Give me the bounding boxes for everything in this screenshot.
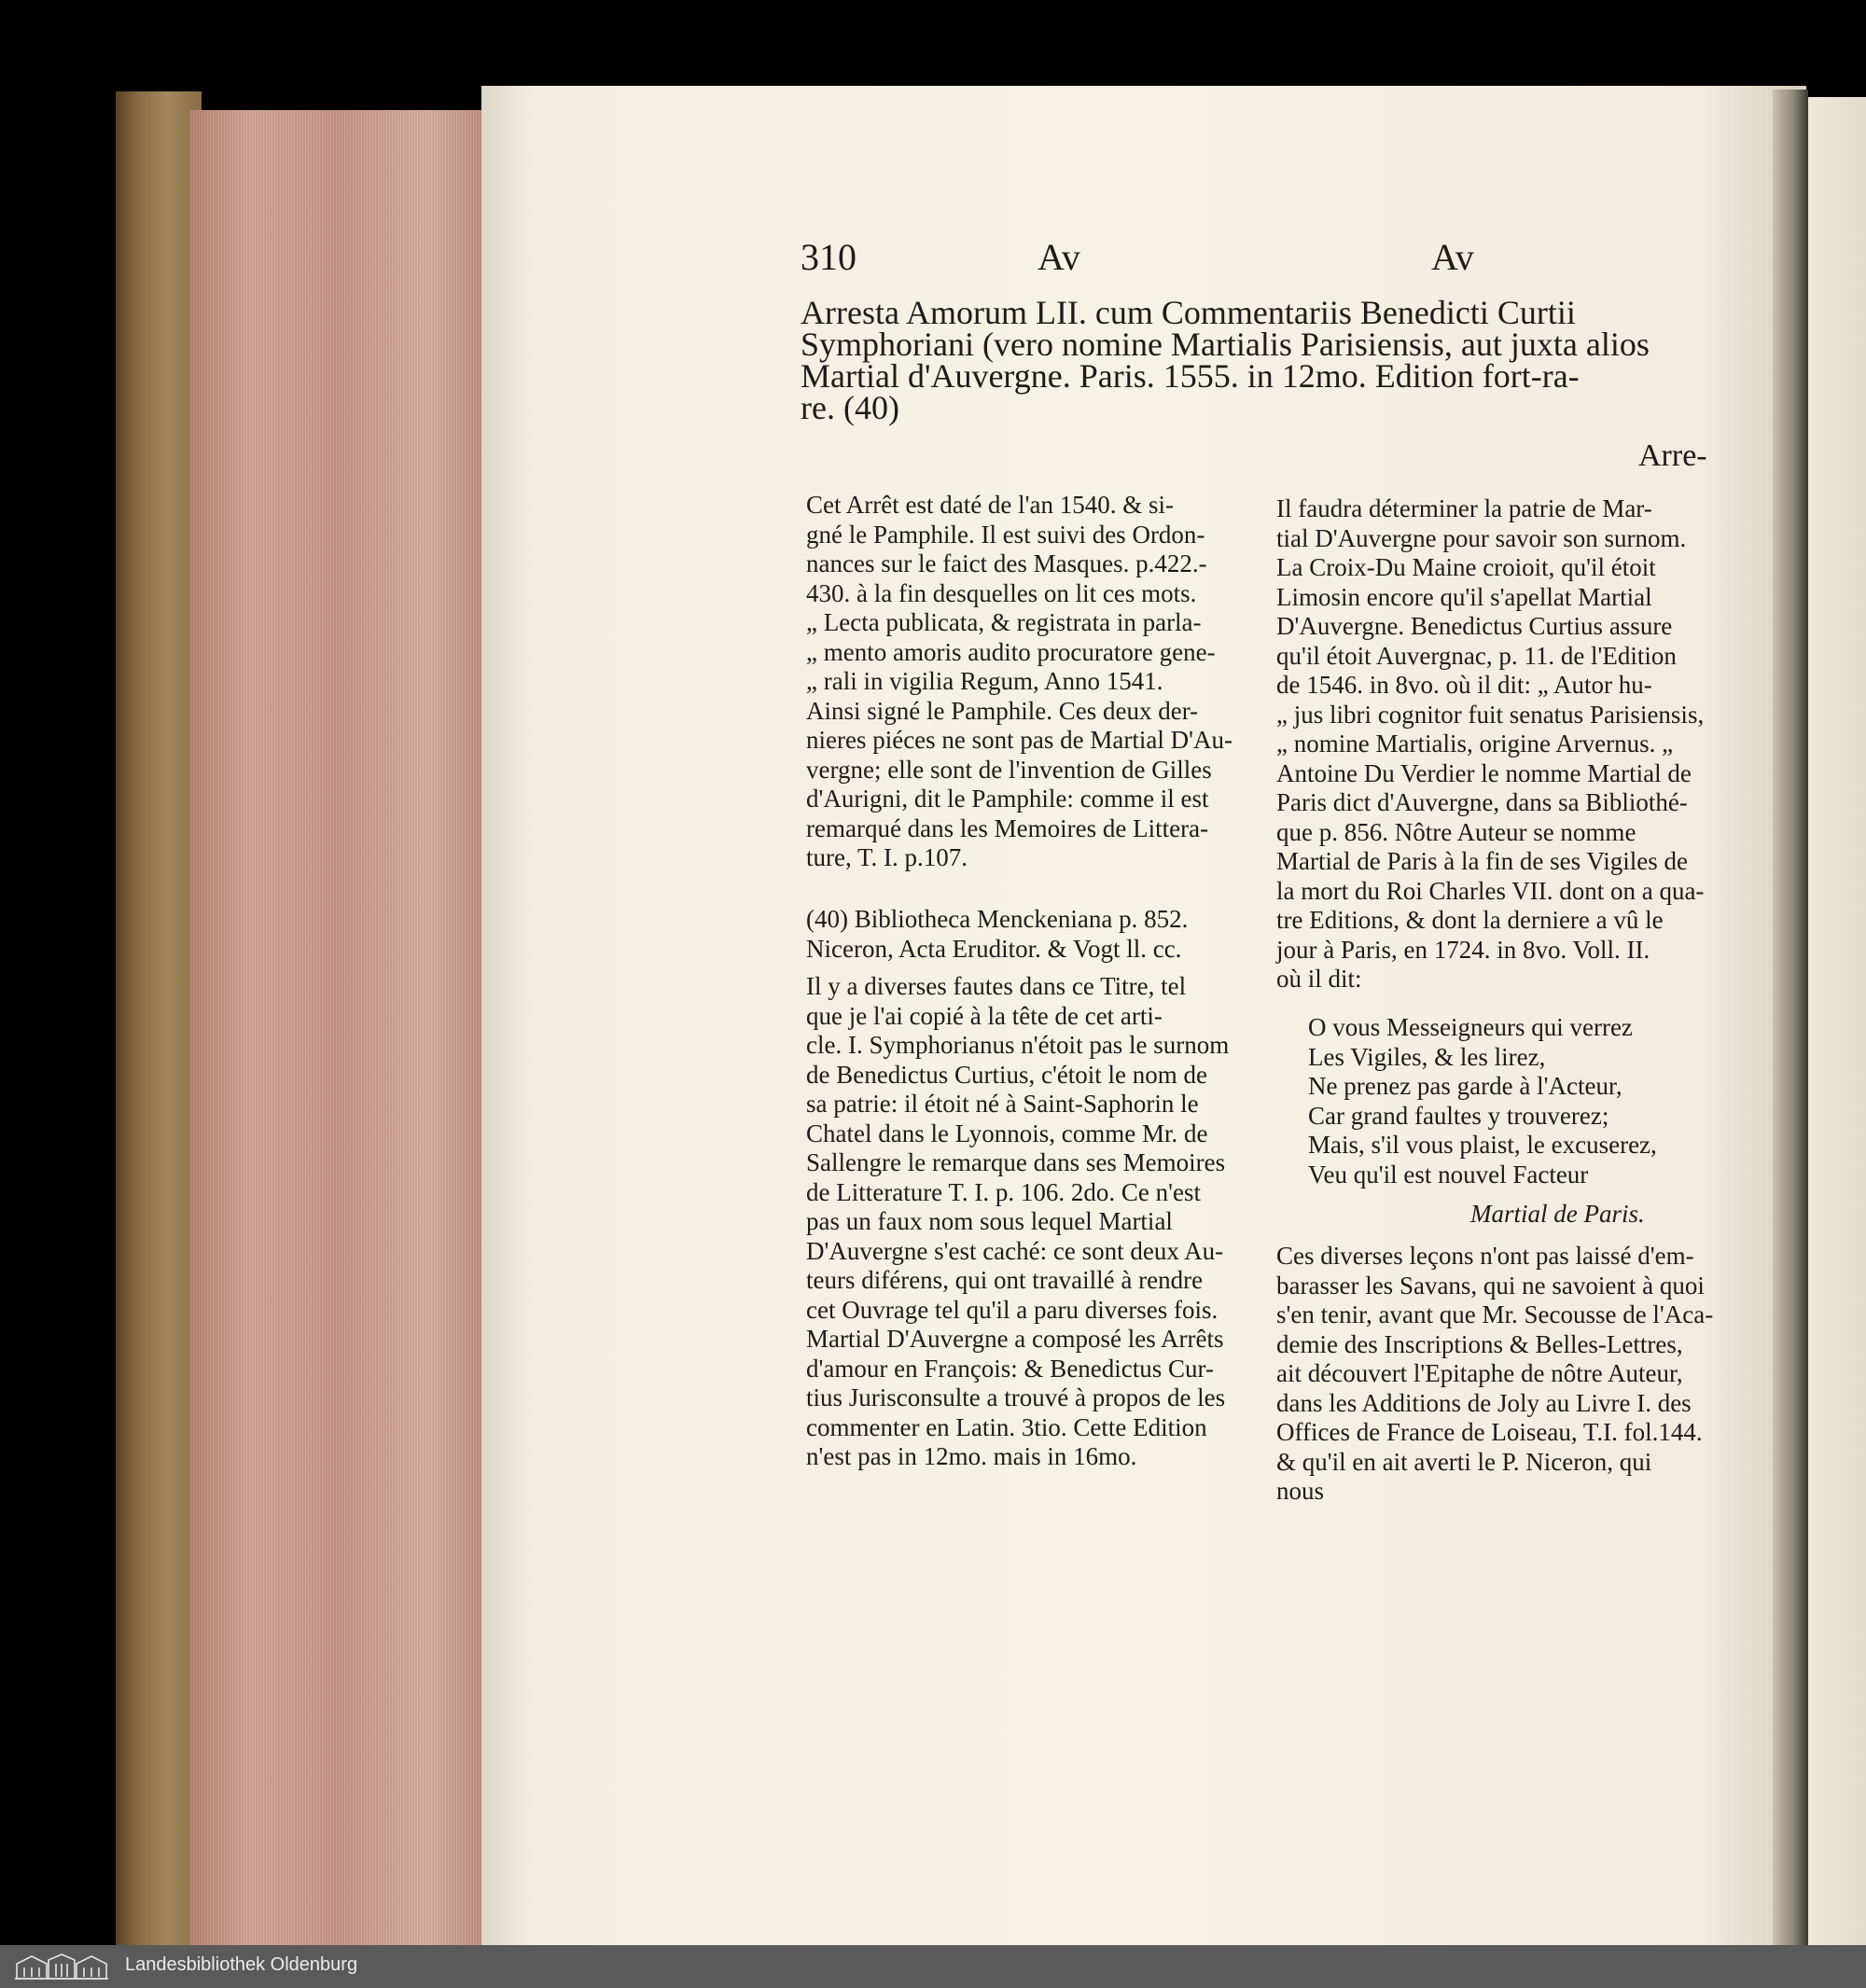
- text-line: cet Ouvrage tel qu'il a paru diverses fois.: [806, 1295, 1218, 1324]
- text-line: sa patrie: il étoit né à Saint-Saphorin le: [806, 1090, 1199, 1118]
- text-line: „ rali in vigilia Regum, Anno 1541.: [806, 667, 1163, 695]
- left-paragraph-1: [806, 491, 1243, 873]
- text-line: remarqué dans les Memoires de Littera-: [806, 813, 1209, 842]
- left-footnote: [806, 905, 1243, 964]
- running-head-right: Av: [1431, 236, 1474, 278]
- right-paragraph-1: [1276, 494, 1709, 994]
- text-line: que je l'ai copié à la tête de cet arti-: [806, 1001, 1163, 1030]
- library-name: Landesbibliothek Oldenburg: [125, 1954, 358, 1975]
- text-line: nieres piéces ne sont pas de Martial D'Au-: [806, 726, 1232, 754]
- text-line: gné le Pamphile. Il est suivi des Ordon-: [806, 520, 1205, 549]
- text-line: teurs diférens, qui ont travaillé à rendre: [806, 1266, 1204, 1294]
- text-line: D'Auvergne. Benedictus Curtius assure: [1276, 612, 1673, 640]
- text-line: D'Auvergne s'est caché: ce sont deux Au-: [806, 1236, 1224, 1265]
- text-line: nous: [1276, 1477, 1325, 1505]
- text-line: cle. I. Symphorianus n'étoit pas le surnom: [806, 1031, 1230, 1059]
- library-building-icon: [13, 1953, 110, 1981]
- title-line: Symphoriani (vero nomine Martialis Parisiensis, aut juxta alios: [801, 326, 1650, 363]
- text-line: Cet Arrêt est daté de l'an 1540. & si-: [806, 491, 1175, 519]
- page-number: 310: [801, 236, 856, 278]
- text-line: ture, T. I. p.107.: [806, 843, 968, 871]
- running-head-left: Av: [1037, 236, 1080, 278]
- text-line: s'en tenir, avant que Mr. Secousse de l'Aca-: [1276, 1300, 1714, 1328]
- text-line: „ Lecta publicata, & registrata in parla-: [806, 608, 1202, 636]
- verse-signature: Martial de Paris.: [1470, 1200, 1645, 1228]
- entry-title: [801, 294, 1760, 426]
- text-line: vergne; elle sont de l'invention de Gilles: [806, 755, 1212, 784]
- text-line: Ainsi signé le Pamphile. Ces deux der-: [806, 696, 1199, 725]
- text-line: Veu qu'il est nouvel Facteur: [1308, 1160, 1589, 1189]
- text-line: de Benedictus Curtius, c'étoit le nom de: [806, 1060, 1208, 1089]
- text-line: Niceron, Acta Eruditor. & Vogt ll. cc.: [806, 934, 1182, 963]
- page-gutter: [1773, 90, 1808, 1946]
- text-line: „ mento amoris audito procuratore gene-: [806, 637, 1216, 666]
- text-line: Les Vigiles, & les lirez,: [1308, 1042, 1546, 1071]
- text-line: de 1546. in 8vo. où il dit: „ Autor hu-: [1276, 671, 1652, 699]
- text-line: Offices de France de Loiseau, T.I. fol.144.: [1276, 1418, 1703, 1446]
- text-line: Mais, s'il vous plaist, le excuserez,: [1308, 1131, 1657, 1159]
- text-line: jour à Paris, en 1724. in 8vo. Voll. II.: [1276, 935, 1650, 964]
- text-line: la mort du Roi Charles VII. dont on a qua-: [1276, 876, 1705, 905]
- text-line: (40) Bibliotheca Menckeniana p. 852.: [806, 905, 1189, 933]
- text-line: nances sur le faict des Masques. p.422.-: [806, 549, 1207, 577]
- text-line: Ces diverses leçons n'ont pas laissé d'em-: [1276, 1242, 1694, 1270]
- text-line: „ jus libri cognitor fuit senatus Parisiensis,: [1276, 700, 1705, 729]
- title-line: Arresta Amorum LII. cum Commentariis Benedicti Curtii: [801, 294, 1576, 331]
- text-line: d'Aurigni, dit le Pamphile: comme il est: [806, 785, 1209, 813]
- text-line: 430. à la fin desquelles on lit ces mots.: [806, 578, 1197, 607]
- text-line: d'amour en François: & Benedictus Cur-: [806, 1354, 1214, 1383]
- text-line: Sallengre le remarque dans ses Memoires: [806, 1148, 1226, 1176]
- text-line: Chatel dans le Lyonnois, comme Mr. de: [806, 1119, 1208, 1147]
- catchword-top: Arre-: [1638, 438, 1707, 473]
- title-line: Martial d'Auvergne. Paris. 1555. in 12mo. Edition fort-ra-: [801, 357, 1580, 395]
- footer-bar: [0, 1945, 1866, 1988]
- text-line: ait découvert l'Epitaphe de nôtre Auteur,: [1276, 1359, 1683, 1387]
- text-line: Car grand faultes y trouverez;: [1308, 1101, 1609, 1130]
- text-line: O vous Messeigneurs qui verrez: [1308, 1013, 1633, 1041]
- text-line: barasser les Savans, qui ne savoient à quoi: [1276, 1271, 1705, 1300]
- text-line: „ nomine Martialis, origine Arvernus. „: [1276, 730, 1674, 758]
- text-line: Martial de Paris à la fin de ses Vigiles de: [1276, 847, 1689, 875]
- text-line: Antoine Du Verdier le nomme Martial de: [1276, 758, 1692, 787]
- text-line: qu'il étoit Auvergnac, p. 11. de l'Edition: [1276, 641, 1677, 670]
- text-line: dans les Additions de Joly au Livre I. des: [1276, 1388, 1692, 1417]
- text-line: Il y a diverses fautes dans ce Titre, tel: [806, 972, 1187, 1000]
- text-line: où il dit:: [1276, 965, 1362, 993]
- text-line: n'est pas in 12mo. mais in 16mo.: [806, 1442, 1137, 1470]
- text-line: tre Editions, & dont la derniere a vû le: [1276, 906, 1664, 934]
- text-line: tial D'Auvergne pour savoir son surnom.: [1276, 523, 1687, 552]
- text-line: Il faudra déterminer la patrie de Mar-: [1276, 494, 1652, 522]
- text-line: & qu'il en ait averti le P. Niceron, qui: [1276, 1447, 1652, 1476]
- book-fore-edge: [190, 110, 487, 1948]
- text-line: que p. 856. Nôtre Auteur se nomme: [1276, 817, 1636, 846]
- facing-page-edge: [1808, 97, 1866, 1946]
- text-line: tius Jurisconsulte a trouvé à propos de les: [806, 1383, 1226, 1411]
- text-line: pas un faux nom sous lequel Martial: [806, 1207, 1173, 1235]
- book-cover-spine: [116, 91, 202, 1950]
- text-line: Limosin encore qu'il s'apellat Martial: [1276, 582, 1652, 611]
- verse-quotation: [1308, 1013, 1657, 1189]
- text-line: demie des Inscriptions & Belles-Lettres,: [1276, 1329, 1683, 1358]
- text-line: commenter en Latin. 3tio. Cette Edition: [806, 1412, 1207, 1441]
- text-line: de Litterature T. I. p. 106. 2do. Ce n'est: [806, 1177, 1202, 1206]
- text-line: Paris dict d'Auvergne, dans sa Bibliothé-: [1276, 788, 1688, 816]
- text-line: Martial D'Auvergne a composé les Arrêts: [806, 1325, 1224, 1353]
- title-line: re. (40): [801, 389, 899, 426]
- left-paragraph-2: [806, 972, 1243, 1472]
- right-paragraph-2: [1276, 1242, 1714, 1507]
- text-line: La Croix-Du Maine croioit, qu'il étoit: [1276, 553, 1656, 581]
- text-line: Ne prenez pas garde à l'Acteur,: [1308, 1072, 1622, 1100]
